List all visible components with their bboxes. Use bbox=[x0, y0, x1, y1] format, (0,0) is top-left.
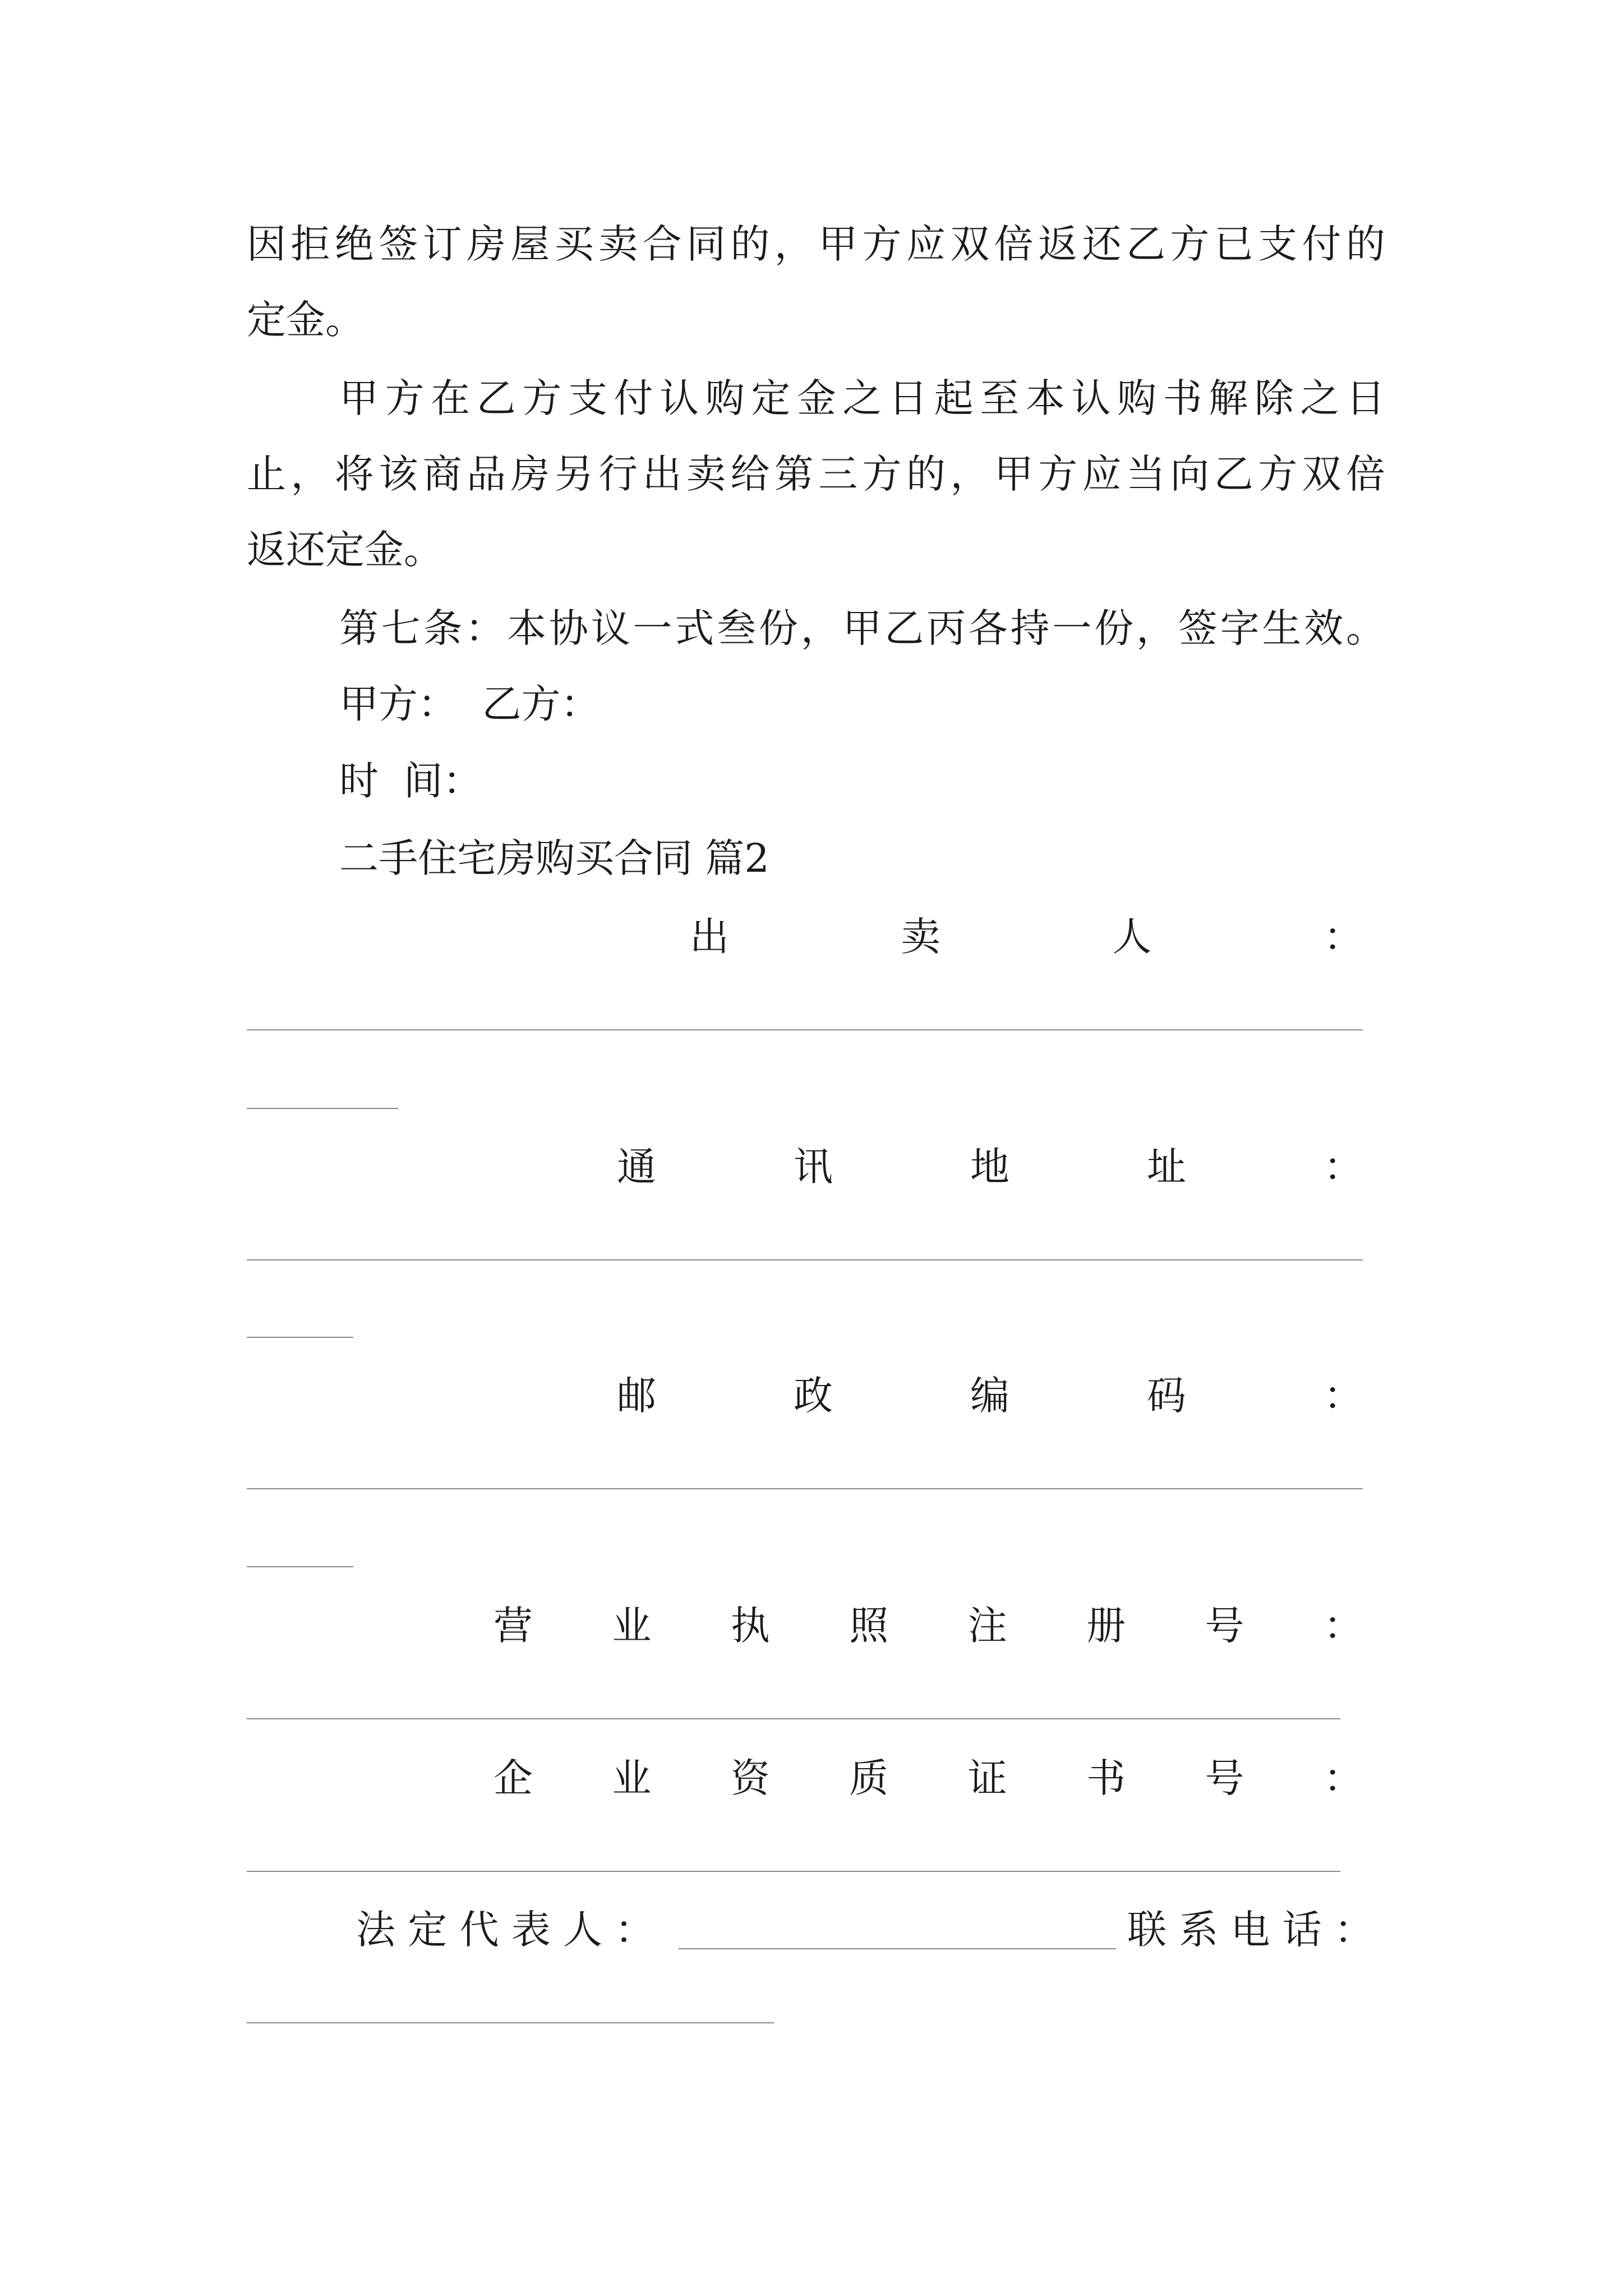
postcode-label bbox=[617, 1373, 1363, 1418]
label-char: 执 bbox=[730, 1603, 770, 1649]
label-char: 卖 bbox=[901, 914, 940, 960]
section-title: 二手住宅房购买合同 篇2 bbox=[339, 835, 769, 881]
label-char: 邮 bbox=[617, 1373, 656, 1419]
label-char: 码 bbox=[1147, 1373, 1186, 1419]
phone-blank-line bbox=[247, 2022, 774, 2023]
label-char: 讯 bbox=[794, 1144, 833, 1190]
paragraph-line: 返还定金。 bbox=[247, 527, 443, 573]
label-char: 注 bbox=[967, 1603, 1007, 1649]
address-label bbox=[617, 1144, 1363, 1189]
time-line: 时 间： bbox=[339, 758, 482, 804]
label-char: 业 bbox=[612, 1755, 652, 1801]
label-char: ： bbox=[1323, 914, 1363, 960]
label-char: ： bbox=[1324, 1144, 1363, 1190]
paragraph-line: 因拒绝签订房屋买卖合同的，甲方应双倍返还乙方已支付的 bbox=[247, 221, 1385, 267]
legal-rep-label: 法 定 代 表 人 ： bbox=[356, 1907, 654, 1953]
label-char: ： bbox=[1323, 1603, 1363, 1649]
label-char: 通 bbox=[617, 1144, 656, 1190]
label-char: 址 bbox=[1147, 1144, 1186, 1190]
label-char: 书 bbox=[1086, 1755, 1126, 1801]
label-char: 号 bbox=[1205, 1603, 1244, 1649]
article-seven: 第七条：本协议一式叁份，甲乙丙各持一份，签字生效。 bbox=[339, 605, 1385, 651]
label-char: 人 bbox=[1112, 914, 1152, 960]
address-blank-line-cont bbox=[247, 1337, 353, 1338]
paragraph-line: 定金。 bbox=[247, 297, 365, 343]
label-char: 业 bbox=[612, 1603, 652, 1649]
label-char: 证 bbox=[967, 1755, 1007, 1801]
label-char: 营 bbox=[494, 1603, 533, 1649]
legal-rep-blank-line bbox=[679, 1948, 1116, 1949]
seller-label bbox=[690, 914, 1363, 959]
paragraph-line: 止，将该商品房另行出卖给第三方的，甲方应当向乙方双倍 bbox=[247, 451, 1385, 497]
paragraph-line: 甲方在乙方支付认购定金之日起至本认购书解除之日 bbox=[339, 375, 1385, 421]
label-char: 册 bbox=[1086, 1603, 1126, 1649]
label-char: 企 bbox=[494, 1755, 533, 1801]
label-char: 地 bbox=[970, 1144, 1009, 1190]
label-char: 质 bbox=[849, 1755, 889, 1801]
qualification-blank-line bbox=[247, 1871, 1340, 1872]
label-char: 号 bbox=[1205, 1755, 1244, 1801]
seller-blank-line bbox=[247, 1029, 1363, 1030]
label-char: 政 bbox=[794, 1373, 833, 1419]
qualification-number-label bbox=[494, 1756, 1363, 1801]
license-number-label bbox=[494, 1603, 1363, 1648]
label-char: ： bbox=[1323, 1755, 1363, 1801]
label-char: 编 bbox=[970, 1373, 1009, 1419]
address-blank-line bbox=[247, 1259, 1363, 1260]
seller-blank-line-cont bbox=[247, 1108, 398, 1109]
postcode-blank-line bbox=[247, 1488, 1363, 1489]
label-char: 照 bbox=[849, 1603, 889, 1649]
label-char: 出 bbox=[690, 914, 729, 960]
phone-label: 联 系 电 话 ： bbox=[1127, 1907, 1374, 1953]
label-char: 资 bbox=[730, 1755, 770, 1801]
label-char: ： bbox=[1324, 1373, 1363, 1419]
license-blank-line bbox=[247, 1718, 1340, 1719]
postcode-blank-line-cont bbox=[247, 1566, 353, 1567]
signature-line: 甲方： 乙方： bbox=[339, 681, 600, 727]
